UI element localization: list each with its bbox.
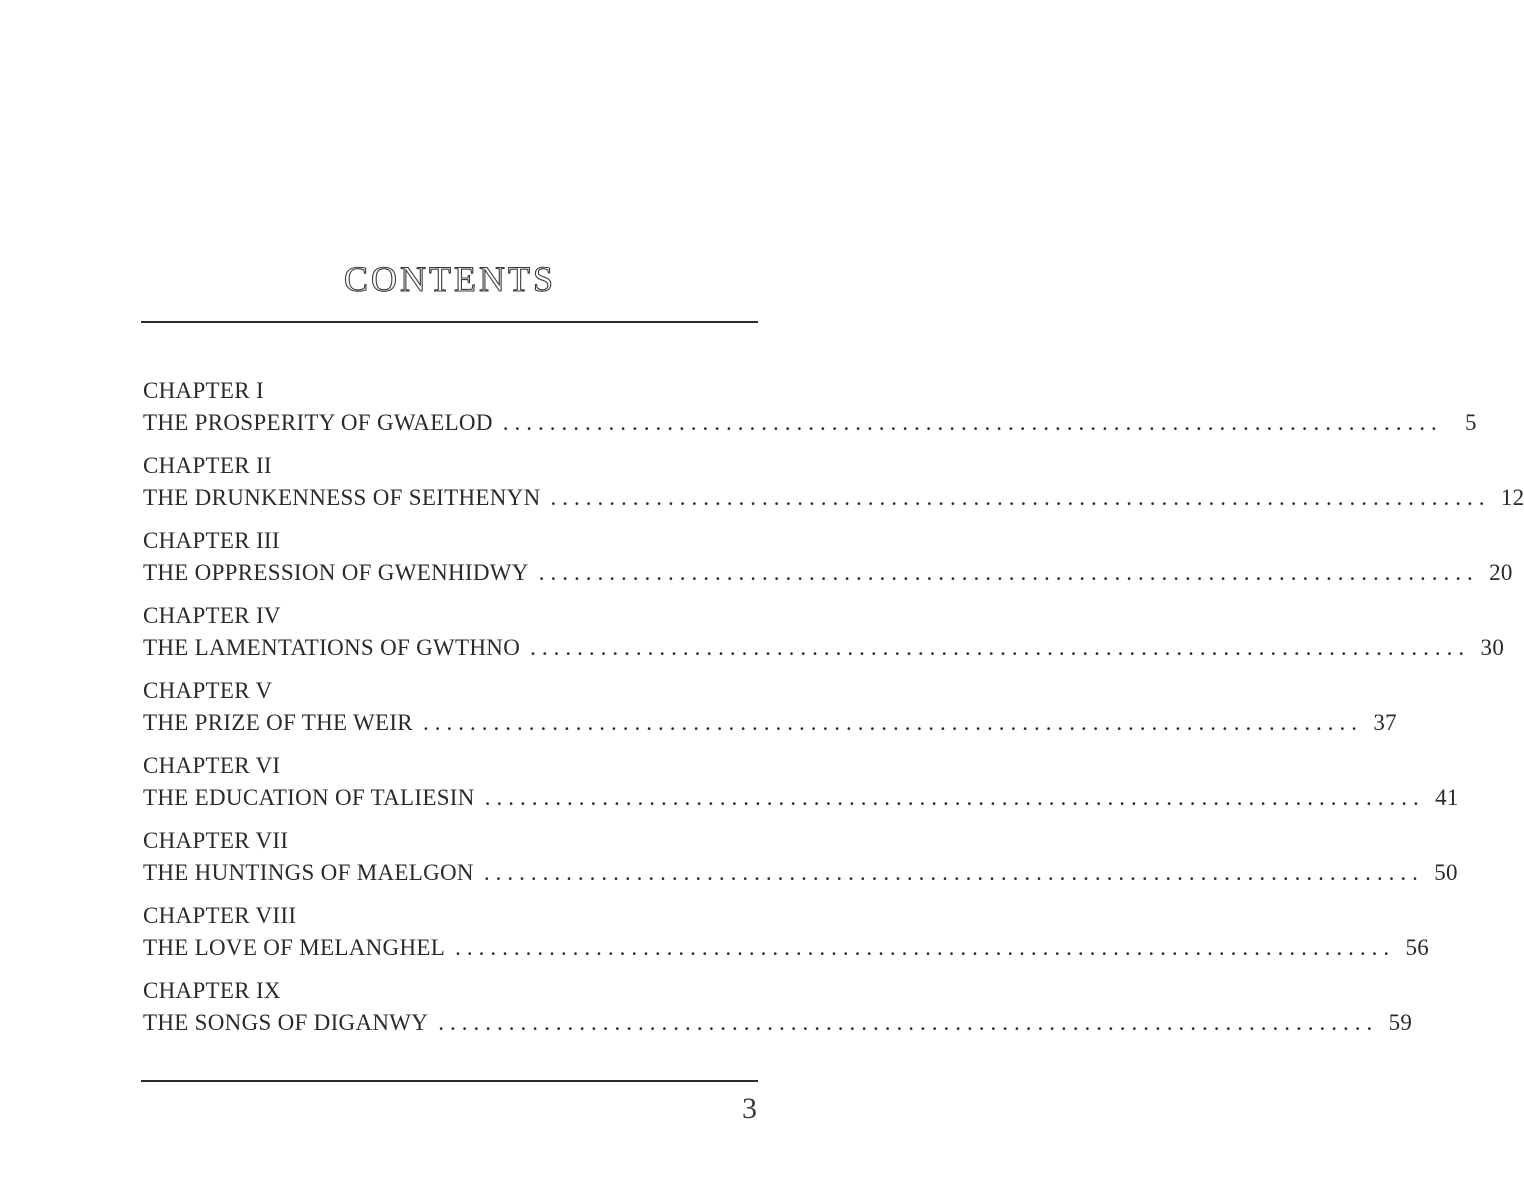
toc-entry[interactable] <box>143 895 1430 970</box>
chapter-label: CHAPTER VII <box>143 828 289 853</box>
dot-leader: ................................................................................ <box>438 1010 1379 1035</box>
chapter-title: THE OPPRESSION OF GWENHIDWY <box>143 560 529 585</box>
chapter-title: THE PROSPERITY OF GWAELOD <box>143 410 493 435</box>
chapter-title: THE EDUCATION OF TALIESIN <box>143 785 475 810</box>
page-number: 41 <box>1435 785 1459 810</box>
chapter-title-line <box>143 707 1397 739</box>
folio-page-number: 3 <box>742 1092 757 1125</box>
dot-leader: ................................................................................ <box>502 410 1443 435</box>
chapter-title: THE PRIZE OF THE WEIR <box>143 710 413 735</box>
table-of-contents <box>143 370 1524 1045</box>
chapter-title-line <box>143 782 1459 814</box>
chapter-label: CHAPTER II <box>143 453 272 478</box>
chapter-title-line <box>143 632 1505 664</box>
page-number: 59 <box>1388 1010 1413 1035</box>
dot-leader: ................................................................................ <box>422 710 1363 735</box>
chapter-title-line <box>143 1007 1413 1039</box>
page-number: 5 <box>1464 410 1477 435</box>
chapter-title: THE LOVE OF MELANGHEL <box>143 935 446 960</box>
toc-entry[interactable] <box>143 520 1513 595</box>
page-number: 30 <box>1480 635 1505 660</box>
chapter-title-line <box>143 482 1524 514</box>
dot-leader: ................................................................................ <box>484 785 1425 810</box>
chapter-label: CHAPTER III <box>143 528 280 553</box>
chapter-title-line <box>143 857 1458 889</box>
page-number: 20 <box>1489 560 1513 585</box>
top-rule <box>141 321 758 323</box>
toc-entry[interactable] <box>143 370 1477 445</box>
chapter-title-line <box>143 557 1513 589</box>
chapter-title-line <box>143 932 1430 964</box>
dot-leader: ................................................................................ <box>538 560 1479 585</box>
toc-entry[interactable] <box>143 595 1505 670</box>
toc-entry[interactable] <box>143 445 1524 520</box>
toc-entry[interactable] <box>143 670 1397 745</box>
chapter-title: THE HUNTINGS OF MAELGON <box>143 860 474 885</box>
chapter-title: THE LAMENTATIONS OF GWTHNO <box>143 635 521 660</box>
page-number: 50 <box>1434 860 1458 885</box>
chapter-label: CHAPTER IX <box>143 978 281 1003</box>
chapter-title: THE DRUNKENNESS OF SEITHENYN <box>143 485 541 510</box>
dot-leader: ................................................................................ <box>455 935 1396 960</box>
chapter-title-line <box>143 407 1477 439</box>
page-title: CONTENTS <box>344 259 556 299</box>
toc-entry[interactable] <box>143 745 1459 820</box>
chapter-label: CHAPTER VIII <box>143 903 297 928</box>
bottom-rule <box>141 1080 758 1082</box>
chapter-label: CHAPTER IV <box>143 603 281 628</box>
chapter-label: CHAPTER VI <box>143 753 281 778</box>
toc-entry[interactable] <box>143 820 1458 895</box>
page-number: 12 <box>1500 485 1524 510</box>
page-number: 37 <box>1373 710 1397 735</box>
dot-leader: ................................................................................ <box>550 485 1491 510</box>
page-number: 56 <box>1405 935 1430 960</box>
chapter-title: THE SONGS OF DIGANWY <box>143 1010 429 1035</box>
chapter-label: CHAPTER V <box>143 678 273 703</box>
dot-leader: ................................................................................ <box>483 860 1424 885</box>
dot-leader: ................................................................................ <box>530 635 1471 660</box>
chapter-label: CHAPTER I <box>143 378 264 403</box>
toc-entry[interactable] <box>143 970 1413 1045</box>
